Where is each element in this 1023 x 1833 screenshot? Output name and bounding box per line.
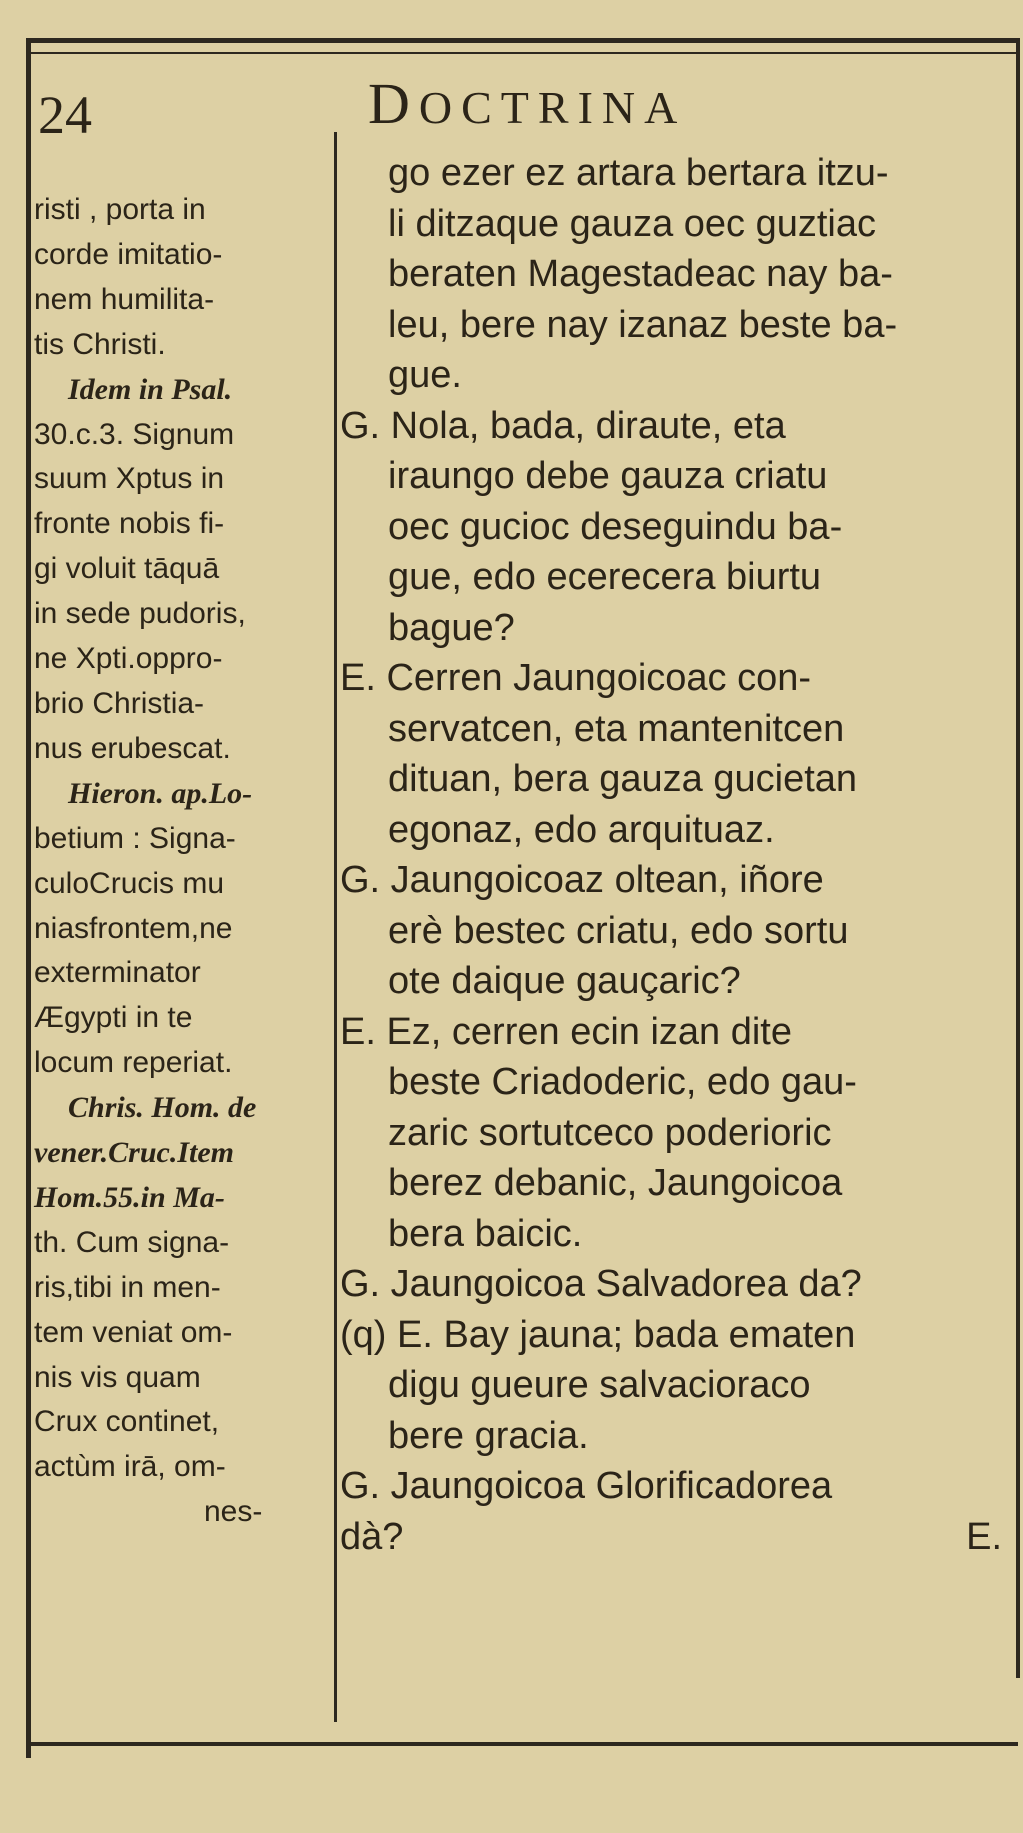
text-line: li ditzaque gauza oec guztiac xyxy=(388,202,876,245)
margin-line: th. Cum signa- xyxy=(34,1225,230,1259)
text-line: egonaz, edo arquituaz. xyxy=(388,808,775,851)
answer-line: E. Ez, cerren ecin izan dite xyxy=(340,1010,792,1053)
margin-line: tis Christi. xyxy=(34,327,166,361)
running-title-initial: D xyxy=(368,71,419,136)
margin-line: actùm irā, om- xyxy=(34,1450,226,1484)
text-line: go ezer ez artara bertara itzu- xyxy=(388,152,889,194)
margin-line: betium : Signa- xyxy=(34,821,236,855)
margin-divider-rule xyxy=(334,132,337,1722)
text-line: gue, edo ecerecera biurtu xyxy=(388,556,822,598)
text-line: beste Criadoderic, edo gau- xyxy=(388,1061,857,1103)
bottom-rule xyxy=(30,1742,1018,1746)
margin-line: nem humilita- xyxy=(34,282,215,316)
left-frame-rule xyxy=(26,38,31,1758)
margin-line: 30.c.3. Signum xyxy=(34,417,235,451)
right-frame-rule xyxy=(1016,38,1020,1678)
margin-line: nus erubescat. xyxy=(34,731,231,765)
text-line: iraungo debe gauza criatu xyxy=(388,455,828,497)
margin-line: ris,tibi in men- xyxy=(34,1270,221,1304)
margin-line: in sede pudoris, xyxy=(34,597,246,631)
text-line: digu gueure salvacioraco xyxy=(388,1364,811,1406)
top-rule xyxy=(28,38,1018,43)
text-line: dituan, bera gauza gucietan xyxy=(388,758,858,800)
margin-citation: vener.Cruc.Item xyxy=(34,1136,234,1170)
margin-line: corde imitatio- xyxy=(34,237,223,271)
margin-line: risti , porta in xyxy=(34,193,206,226)
text-line: zaric sortutceco poderioric xyxy=(388,1111,832,1154)
top-rule-thin xyxy=(28,52,1018,54)
margin-line: Crux continet, xyxy=(34,1405,220,1439)
text-line: berez debanic, Jaungoicoa xyxy=(388,1162,843,1204)
text-line: beraten Magestadeac nay ba- xyxy=(388,253,893,295)
question-line: G. Jaungoicoa Salvadorea da? xyxy=(340,1263,862,1305)
text-line: bague? xyxy=(388,606,515,649)
final-text: dà? xyxy=(340,1515,404,1558)
final-line xyxy=(340,1512,1012,1563)
text-line: gue. xyxy=(388,354,462,396)
question-line: G. Jaungoicoa Glorificadorea xyxy=(340,1465,833,1507)
main-catchword: E. xyxy=(966,1515,1002,1558)
margin-line: culoCrucis mu xyxy=(34,866,225,900)
text-line: leu, bere nay izanaz beste ba- xyxy=(388,303,898,346)
margin-catchword: nes- xyxy=(204,1495,263,1529)
margin-citation: Hieron. ap.Lo- xyxy=(68,776,253,810)
text-line: erè bestec criatu, edo sortu xyxy=(388,909,849,952)
page-number: 24 xyxy=(38,85,92,145)
margin-citation: Hom.55.in Ma- xyxy=(34,1180,225,1214)
text-line: oec gucioc deseguindu ba- xyxy=(388,505,843,548)
answer-line: (q) E. Bay jauna; bada ematen xyxy=(340,1313,856,1356)
margin-line: suum Xptus in xyxy=(34,462,225,496)
margin-line: exterminator xyxy=(34,956,201,990)
question-line: G. Jaungoicoaz oltean, iñore xyxy=(340,859,824,901)
margin-line: nis vis quam xyxy=(34,1360,201,1394)
margin-line: brio Christia- xyxy=(34,686,205,720)
margin-line: locum reperiat. xyxy=(34,1046,233,1080)
margin-note xyxy=(34,188,332,1535)
margin-line: niasfrontem,ne xyxy=(34,911,233,945)
question-line: G. Nola, bada, diraute, eta xyxy=(340,404,786,447)
margin-citation: Idem in Psal. xyxy=(68,372,233,406)
answer-line: E. Cerren Jaungoicoac con- xyxy=(340,657,812,699)
margin-line: Ægypti in te xyxy=(34,1001,193,1035)
margin-line: gi voluit tāquā xyxy=(34,552,220,586)
text-line: bere gracia. xyxy=(388,1414,589,1457)
margin-citation: Chris. Hom. de xyxy=(68,1091,257,1125)
margin-line: tem veniat om- xyxy=(34,1315,233,1349)
text-line: servatcen, eta mantenitcen xyxy=(388,707,845,750)
margin-line: ne Xpti.oppro- xyxy=(34,642,223,676)
text-line: ote daique gauçaric? xyxy=(388,960,741,1002)
running-title-rest: OCTRINA xyxy=(418,82,687,133)
margin-line: fronte nobis fi- xyxy=(34,507,225,541)
main-text xyxy=(340,148,1012,1562)
running-title xyxy=(368,70,686,137)
text-line: bera baicic. xyxy=(388,1212,583,1255)
